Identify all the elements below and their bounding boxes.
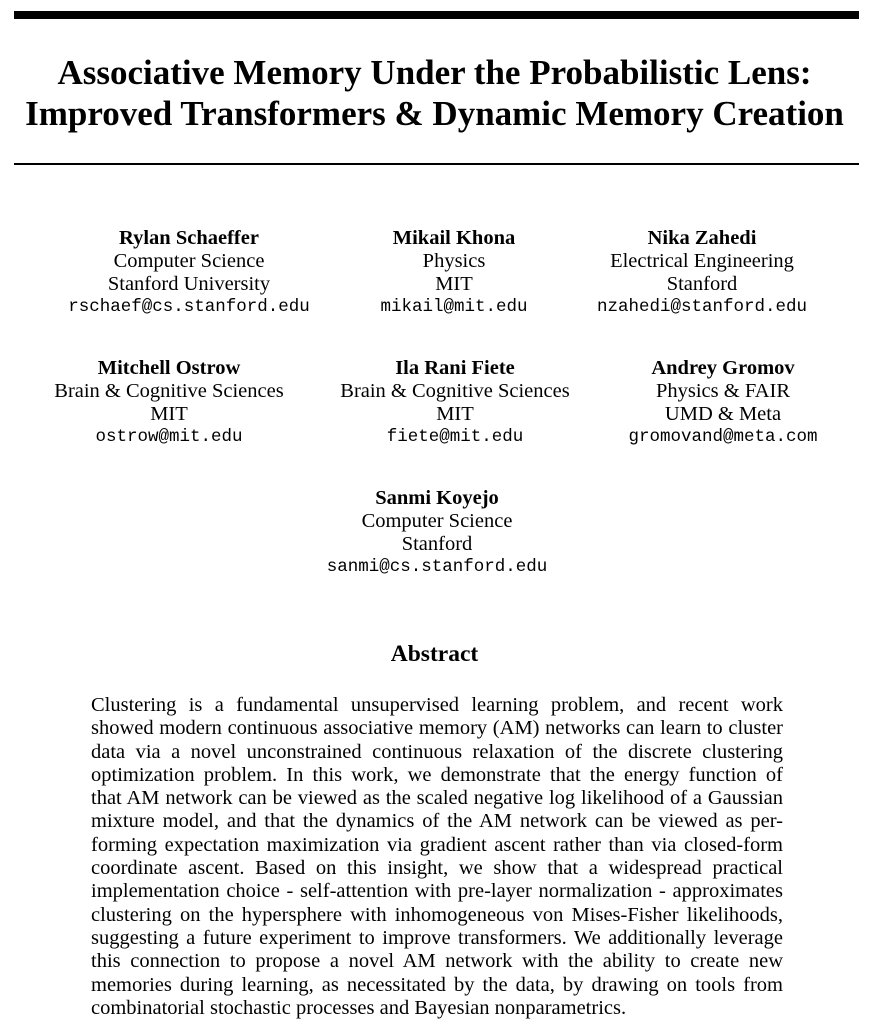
abstract-line: memories during learning, as necessitated by the data, by drawing on tools from bbox=[91, 973, 783, 996]
abstract-line: coordinate ascent. Based on this insight, we show that a widespread practical bbox=[91, 857, 783, 880]
title-line: Associative Memory Under the Probabilistic Lens: bbox=[57, 53, 812, 92]
title-line: Improved Transformers & Dynamic Memory Creation bbox=[25, 94, 844, 133]
author-department: Brain & Cognitive Sciences bbox=[54, 380, 284, 402]
abstract-text bbox=[91, 694, 783, 1020]
author-block bbox=[19, 357, 319, 449]
author-affiliation: UMD & Meta bbox=[664, 403, 782, 425]
author-department: Computer Science bbox=[113, 250, 265, 272]
author-name: Mikail Khona bbox=[392, 227, 516, 249]
author-block bbox=[287, 487, 587, 579]
abstract-heading: Abstract bbox=[390, 641, 479, 667]
author-name: Rylan Schaeffer bbox=[119, 227, 259, 249]
abstract-line: mixture model, and that the dynamics of the AM network can be viewed as per- bbox=[91, 810, 783, 833]
author-name: Mitchell Ostrow bbox=[97, 357, 241, 379]
author-block bbox=[552, 227, 852, 319]
author-name: Andrey Gromov bbox=[651, 357, 795, 379]
abstract-line: forming expectation maximization via gradient ascent rather than via closed-form bbox=[91, 833, 783, 856]
author-email: rschaef@cs.stanford.edu bbox=[68, 297, 310, 317]
author-email: ostrow@mit.edu bbox=[95, 427, 243, 447]
author-department: Electrical Engineering bbox=[610, 250, 794, 272]
author-block bbox=[573, 357, 869, 449]
author-email: sanmi@cs.stanford.edu bbox=[326, 557, 548, 577]
abstract-line: clustering on the hypersphere with inhomogeneous von Mises-Fisher likelihoods, bbox=[91, 903, 783, 926]
author-email: nzahedi@stanford.edu bbox=[596, 297, 808, 317]
author-department: Physics bbox=[422, 250, 486, 272]
author-email: fiete@mit.edu bbox=[386, 427, 524, 447]
title-bottom-rule bbox=[14, 163, 859, 165]
abstract-line: optimization problem. In this work, we demonstrate that the energy function of bbox=[91, 763, 783, 786]
abstract-line: that AM network can be viewed as the scaled negative log likelihood of a Gaussian bbox=[91, 787, 783, 810]
abstract-line: this connection to propose a novel AM network with the ability to create new bbox=[91, 950, 783, 973]
author-affiliation: MIT bbox=[436, 403, 474, 425]
author-block bbox=[39, 227, 339, 319]
abstract-line: showed modern continuous associative memory (AM) networks can learn to cluster bbox=[91, 717, 783, 740]
author-name: Sanmi Koyejo bbox=[375, 487, 499, 509]
abstract-line: combinatorial stochastic processes and Bayesian nonparametrics. bbox=[91, 996, 627, 1019]
author-email: gromovand@meta.com bbox=[628, 427, 818, 447]
author-affiliation: Stanford bbox=[401, 533, 473, 555]
author-affiliation: Stanford University bbox=[107, 273, 271, 295]
abstract-line: suggesting a future experiment to improve transformers. We additionally leverage bbox=[91, 926, 783, 949]
abstract-line: Clustering is a fundamental unsupervised learning problem, and recent work bbox=[91, 694, 783, 716]
author-department: Brain & Cognitive Sciences bbox=[340, 380, 570, 402]
top-rule bbox=[14, 11, 859, 19]
abstract-line: implementation choice - self-attention with pre-layer normalization - approximates bbox=[91, 880, 783, 903]
author-department: Computer Science bbox=[361, 510, 513, 532]
author-department: Physics & FAIR bbox=[655, 380, 791, 402]
author-affiliation: MIT bbox=[435, 273, 473, 295]
author-affiliation: MIT bbox=[150, 403, 188, 425]
paper-title bbox=[0, 52, 869, 134]
author-block bbox=[305, 357, 605, 449]
author-name: Ila Rani Fiete bbox=[395, 357, 515, 379]
abstract-line: data via a novel unconstrained continuous relaxation of the discrete clustering bbox=[91, 740, 783, 763]
author-affiliation: Stanford bbox=[666, 273, 738, 295]
author-name: Nika Zahedi bbox=[647, 227, 757, 249]
author-email: mikail@mit.edu bbox=[380, 297, 528, 317]
